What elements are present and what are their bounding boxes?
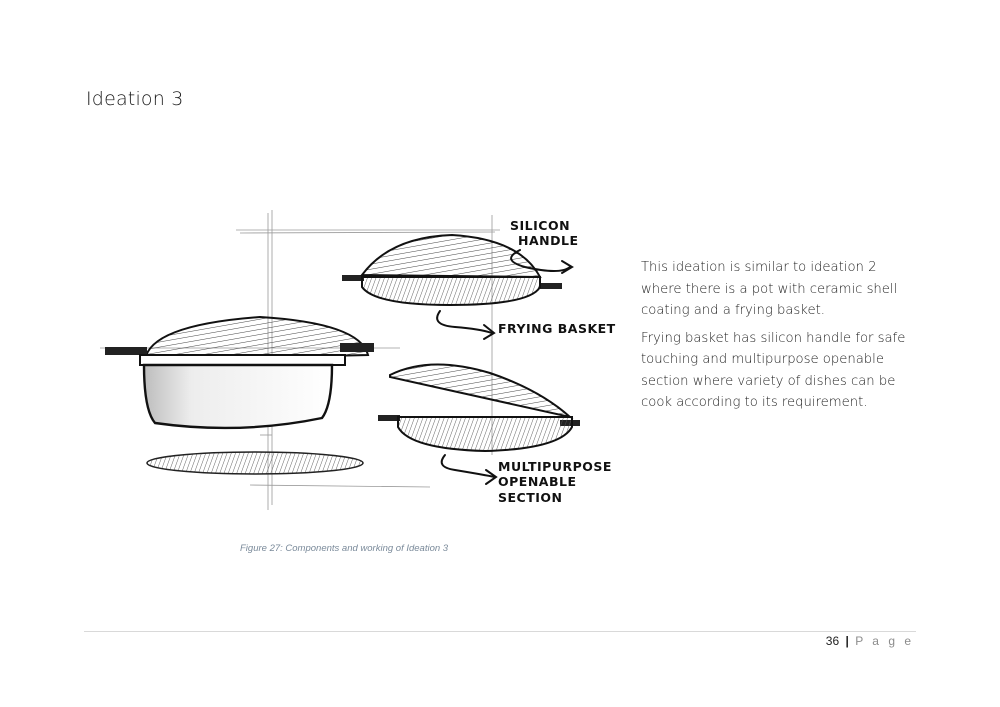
label-multipurpose: MULTIPURPOSE (498, 459, 612, 474)
label-section: SECTION (498, 490, 563, 505)
sketch-figure (100, 205, 620, 520)
footer-divider (84, 631, 916, 632)
page-number: 36 (825, 634, 840, 648)
page-word: P a g e (855, 634, 914, 648)
page-footer (826, 634, 914, 648)
label-openable: OPENABLE (498, 474, 577, 489)
figure-caption: Figure 27: Components and working of Ideation 3 (240, 543, 449, 554)
paragraph-1: This ideation is similar to ideation 2 where there is a pot with ceramic shell coating and a frying basket. (641, 260, 898, 318)
footer-separator: | (845, 634, 849, 648)
paragraph-2: Frying basket has silicon handle for safe touching and multipurpose openable section where variety of dishes can be cook according to its requirement. (641, 330, 906, 410)
label-frying-basket: FRYING BASKET (498, 321, 616, 336)
body-text (641, 257, 916, 420)
label-handle: HANDLE (518, 233, 579, 248)
label-silicon: SILICON (510, 218, 571, 233)
pot-with-lid (105, 317, 374, 474)
cookware-sketch (100, 205, 620, 520)
basket-open-lid (378, 364, 580, 451)
page-title: Ideation 3 (86, 88, 184, 110)
